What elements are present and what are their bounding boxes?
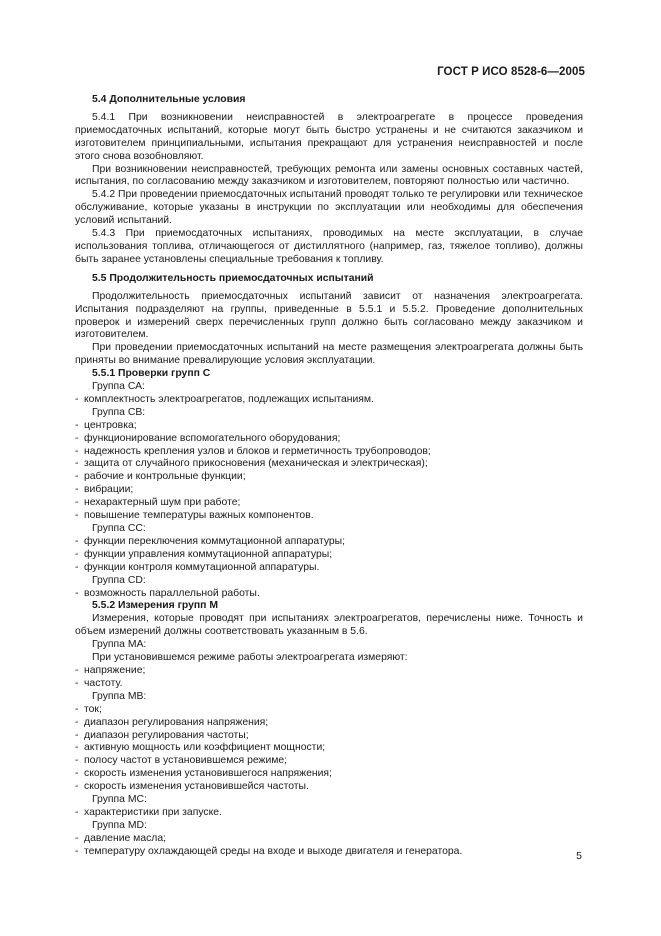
list-item: - комплектность электроагрегатов, подлежащих испытаниям. [75,394,583,407]
list-item: - диапазон регулирования частоты; [75,730,583,743]
list-item: - активную мощность или коэффициент мощности; [75,742,583,755]
list-item: - функционирование вспомогательного оборудования; [75,433,583,446]
group-ma-list [75,665,583,691]
paragraph-5-5-2-intro: Измерения, которые проводят при испытаниях электроагрегатов, перечислены ниже. Точность и объем измерений должны соответствовать указанным в 5.6. [75,613,583,638]
group-cb-list [75,420,583,523]
paragraph-5-5-duration: Продолжительность приемосдаточных испытаний зависит от назначения электроагрегата. Испытания подразделяют на группы, приведенные в 5.5.1 и 5.5.2. Проведение дополнительных проверок и измерений сверх перечисленных групп должно быть согласовано между заказчиком и изготовителем. [75,290,583,341]
paragraph-5-4-1-continued: При возникновении неисправностей, требующих ремонта или замены основных составных частей, испытания, по согласованию между заказчиком и изготовителем, повторяют полностью или частично. [75,163,583,188]
list-item: - частоту. [75,678,583,691]
list-item: - функции контроля коммутационной аппаратуры. [75,562,583,575]
subsection-5-5-2-title: 5.5.2 Измерения групп М [92,600,218,612]
list-item: - полосу частот в установившемся режиме; [75,755,583,768]
group-ca-list [75,394,583,407]
list-item: - возможность параллельной работы. [75,588,583,601]
paragraph-5-5-conditions: При проведении приемосдаточных испытаний на месте размещения электроагрегата должны быть приняты во внимание превалирующие условия эксплуатации. [75,342,583,367]
page-number: 5 [576,850,582,862]
list-item: - скорость изменения установившегося напряжения; [75,768,583,781]
list-item: - функции управления коммутационной аппаратуры; [75,549,583,562]
list-item: - характеристики при запуске. [75,807,583,820]
list-item: - скорость изменения установившейся частоты. [75,781,583,794]
list-item: - вибрации; [75,484,583,497]
document-header: ГОСТ Р ИСО 8528-6—2005 [437,66,585,78]
list-item: - центровка; [75,420,583,433]
list-item: - напряжение; [75,665,583,678]
list-item: - давление масла; [75,833,583,846]
list-item: - рабочие и контрольные функции; [75,471,583,484]
list-item: - температуру охлаждающей среды на входе и выходе двигателя и генератора. [75,846,583,859]
paragraph-5-4-2: 5.4.2 При проведении приемосдаточных испытаний проводят только те регулировки или техническое обслуживание, которые указаны в инструкции по эксплуатации или необходимы для обеспечения условий испытаний. [75,189,583,227]
group-md-label: Группа MD: [92,819,147,831]
paragraph-5-4-3: 5.4.3 При приемосдаточных испытаниях, проводимых на месте эксплуатации, в случае использования топлива, отличающегося от дистиллятного (например, газ, тяжелое топливо), должны быть заранее установлены специальные требования к топливу. [75,228,583,265]
list-item: - защита от случайного прикосновения (механическая и электрическая); [75,458,583,471]
paragraph-5-4-1: 5.4.1 При возникновении неисправностей в электроагрегате в процессе проведения приемосдаточных испытаний, которые могут быть быстро устранены и не считаются заказчиком и изготовителем принципиальными, испытания прекращают для устранения неисправностей и после этого снова возобновляют. [75,111,583,162]
section-5-5-title: 5.5 Продолжительность приемосдаточных испытаний [92,272,374,284]
group-md-list [75,833,583,859]
group-mc-label: Группа МС: [92,794,147,806]
list-item: - надежность крепления узлов и блоков и герметичность трубопроводов; [75,446,583,459]
group-cc-label: Группа СС: [92,523,146,534]
list-item: - диапазон регулирования напряжения; [75,717,583,730]
group-mb-list [75,704,583,794]
group-cd-list [75,588,583,601]
section-5-4-title: 5.4 Дополнительные условия [92,94,246,105]
group-cc-list [75,536,583,575]
group-mb-label: Группа МВ: [92,690,147,702]
list-item: - нехарактерный шум при работе; [75,497,583,510]
group-mc-list [75,807,583,820]
list-item: - повышение температуры важных компонентов. [75,510,583,523]
group-cb-label: Группа СВ: [92,406,146,418]
list-item: - ток; [75,704,583,717]
group-ca-label: Группа СА: [92,381,145,393]
list-item: - функции переключения коммутационной аппаратуры; [75,536,583,549]
group-cd-label: Группа CD: [92,574,146,586]
group-ma-intro: При установившемся режиме работы электроагрегата измеряют: [92,652,408,664]
group-ma-label: Группа МА: [92,639,147,651]
subsection-5-5-1-title: 5.5.1 Проверки групп С [92,368,211,380]
document-body [75,94,583,859]
